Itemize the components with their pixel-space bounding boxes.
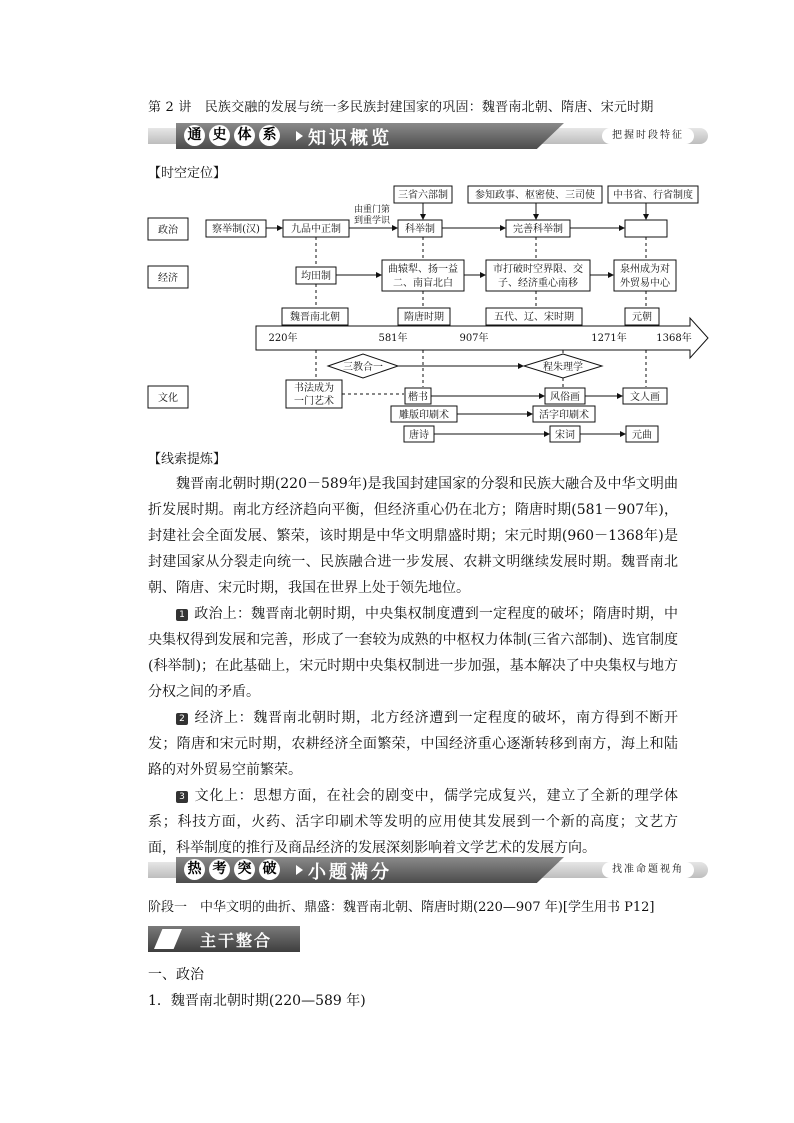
point-economy: [148, 705, 678, 783]
banner-char: 体: [234, 125, 255, 146]
point-politics: [148, 601, 678, 705]
badge-label: 主干整合: [200, 931, 273, 950]
banner-char: 系: [259, 125, 280, 146]
node-zhongshu: 中书省、行省制度: [613, 190, 693, 201]
node-keju: 科举制: [405, 224, 435, 235]
row-label-economy: 经济: [158, 273, 178, 284]
note-transition-2: 到重学识: [353, 216, 391, 226]
triangle-icon: [296, 865, 303, 875]
body-text: [148, 471, 678, 861]
node-chengzhu: 程朱理学: [543, 362, 583, 373]
point-text: 经济上：魏晋南北朝时期，北方经济遭到一定程度的破坏，南方得到不断开发；隋唐和宋元时期，农耕经济全面繁荣，中国经济重心逐渐转移到南方，海上和陆路的对外贸易空前繁荣。: [148, 710, 678, 778]
point-text: 文化上：思想方面，在社会的剧变中，儒学完成复兴，建立了全新的理学体系；科技方面，火药、活字印刷术等发明的应用使其发展到一个新的高度；文艺方面，科举制度的推行及商品经济的发展深刻影响着文学艺术的发展方向。: [148, 788, 678, 856]
node-chaju: 察举制(汉): [212, 224, 260, 235]
year-1271: 1271年: [591, 333, 627, 344]
node-kaishu: 楷书: [408, 392, 428, 403]
banner-char: 通: [184, 125, 205, 146]
note-transition-1: 由重门第: [353, 205, 391, 215]
subsection-badge: [148, 926, 300, 952]
node-shida-2: 子、经济重心南移: [498, 278, 578, 289]
number-badge: 3: [176, 791, 188, 803]
node-quyuan-1: 曲辕犁、扬一益: [388, 264, 458, 275]
banner-tag: 找准命题视角: [602, 862, 694, 878]
node-shufa-2: 一门艺术: [294, 396, 334, 407]
stage-heading: 阶段一 中华文明的曲折、鼎盛：魏晋南北朝、隋唐时期(220—907 年)[学生用书 P12]: [148, 900, 655, 915]
node-tangshi: 唐诗: [409, 430, 429, 441]
node-juntian: 均田制: [301, 271, 331, 282]
year-907: 907年: [459, 333, 489, 344]
node-huozi: 活字印刷术: [539, 410, 589, 421]
node-fengsu: 风俗画: [550, 392, 580, 403]
node-sansheng: 三省六部制: [398, 190, 448, 201]
section-label-clues: 【线索提炼】: [148, 452, 227, 467]
period-suitang: 隋唐时期: [404, 312, 444, 323]
point-culture: [148, 783, 678, 861]
row-label-culture: 文化: [158, 393, 178, 404]
banner-char: 热: [184, 859, 205, 880]
banner-subtitle: 小题满分: [308, 862, 392, 883]
node-wanshan-keju: 完善科举制: [513, 224, 563, 235]
year-1368: 1368年: [656, 333, 692, 344]
node-diaoban: 雕版印刷术: [399, 410, 449, 421]
node-quanzhou-2: 外贸易中心: [620, 278, 670, 289]
node-songci: 宋词: [555, 430, 575, 441]
row-label-politics: 政治: [158, 225, 178, 236]
year-581: 581年: [378, 333, 408, 344]
node-shida-1: 市打破时空界限、交: [493, 264, 583, 275]
node-quanzhou-1: 泉州成为对: [620, 264, 670, 275]
period-yuan: 元朝: [632, 312, 652, 323]
section-label-timeline: 【时空定位】: [148, 166, 227, 181]
banner-char: 破: [259, 859, 280, 880]
timeline-diagram: [0, 0, 794, 450]
node-canzhi: 参知政事、枢密使、三司使: [475, 190, 595, 201]
banner-chars: [184, 859, 280, 880]
node-quyuan-2: 二、南盲北白: [393, 278, 453, 289]
node-jiupin: 九品中正制: [291, 224, 341, 235]
banner-char: 突: [234, 859, 255, 880]
node-yuanqu: 元曲: [632, 430, 652, 441]
node-sanjiao: 三教合一: [343, 362, 383, 373]
page-title: 第 2 讲 民族交融的发展与统一多民族封建国家的巩固：魏晋南北朝、隋唐、宋元时期: [148, 100, 654, 115]
heading-weijin: 1．魏晋南北朝时期(220—589 年): [148, 993, 366, 1009]
node-wenren: 文人画: [630, 392, 660, 403]
number-badge: 1: [176, 609, 188, 621]
banner-char: 史: [209, 125, 230, 146]
intro-paragraph: 魏晋南北朝时期(220－589年)是我国封建国家的分裂和民族大融合及中华文明曲折发展时期。南北方经济趋向平衡，但经济重心仍在北方；隋唐时期(581－907年)，封建社会全面发展、繁荣，该时期是中华文明鼎盛时期；宋元时期(960－1368年)是封建国家从分裂走向统一、民族融合进一步发展、农耕文明继续发展时期。魏晋南北朝、隋唐、宋元时期，我国在世界上处于领先地位。: [148, 476, 678, 596]
year-220: 220年: [268, 333, 298, 344]
banner-tag: 把握时段特征: [602, 128, 694, 144]
period-weijin: 魏晋南北朝: [290, 312, 340, 323]
point-text: 政治上：魏晋南北朝时期，中央集权制度遭到一定程度的破坏；隋唐时期，中央集权得到发展和完善，形成了一套较为成熟的中枢权力体制(三省六部制)、选官制度(科举制)；在此基础上，宋元时期中央集权制进一步加强，基本解决了中央集权与地方分权之间的矛盾。: [148, 606, 678, 700]
period-song: 五代、辽、宋时期: [494, 312, 574, 323]
banner-subtitle: 知识概览: [308, 128, 392, 149]
number-badge: 2: [176, 713, 188, 725]
section-banner-hot-topics: [148, 857, 708, 883]
node-shufa-1: 书法成为: [294, 383, 334, 394]
heading-politics: 一、政治: [148, 967, 204, 983]
banner-char: 考: [209, 859, 230, 880]
